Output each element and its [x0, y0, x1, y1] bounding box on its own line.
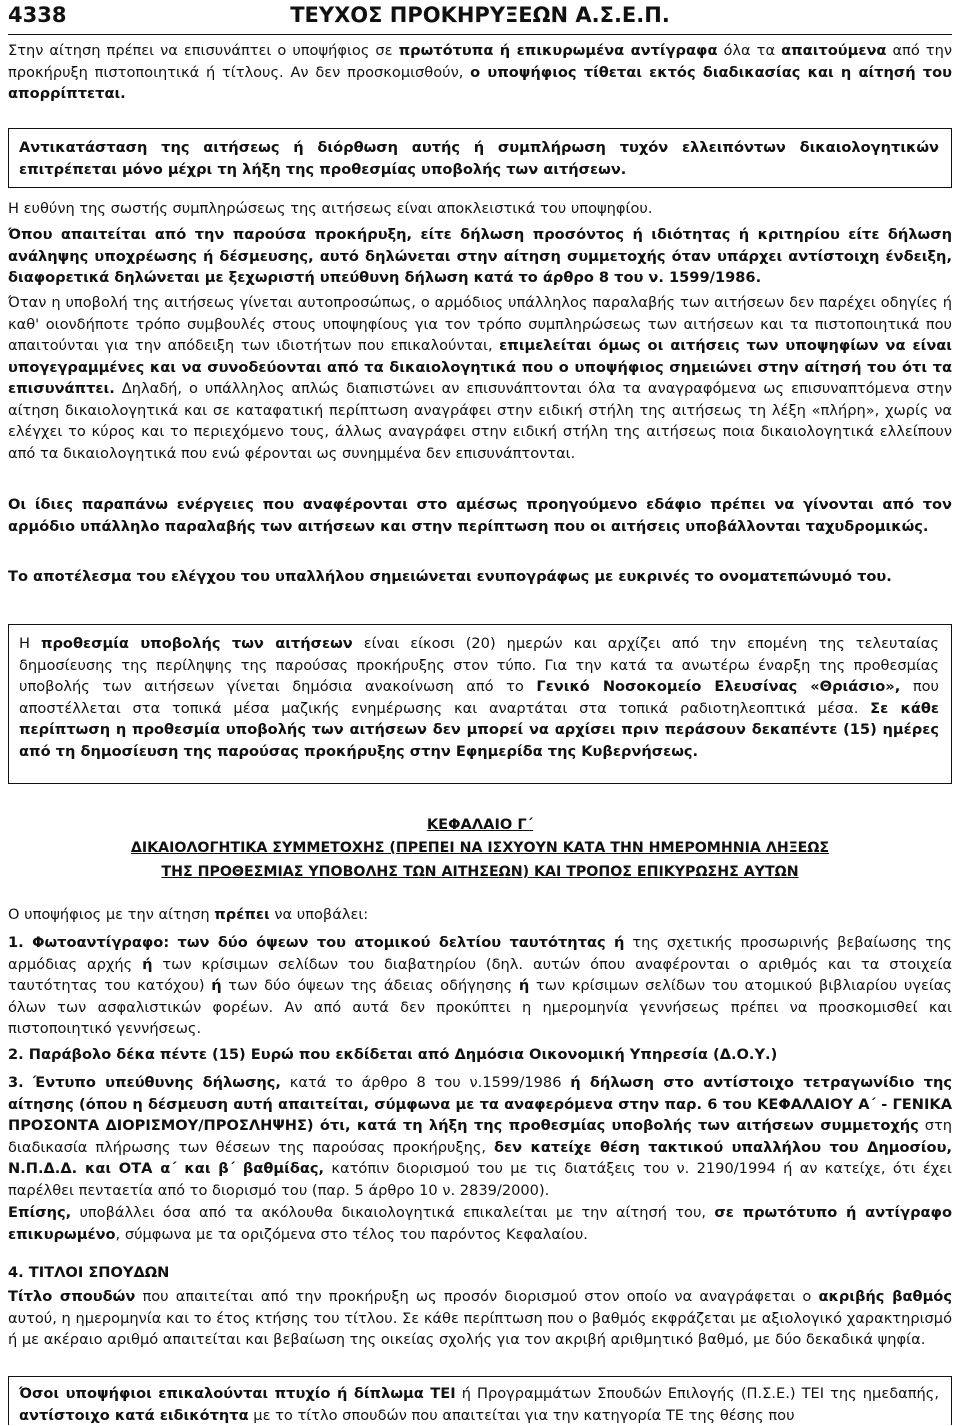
text-run-bold: πρωτότυπα ή επικυρωμένα αντίγραφα [398, 42, 718, 59]
page-number: 4338 [8, 3, 67, 27]
paragraph-check-result [8, 566, 952, 588]
text-run-bold: 3. Έντυπο υπεύθυνης δήλωσης, [8, 1074, 281, 1091]
text-run: Στην αίτηση πρέπει να επισυνάπτει ο υποψήφιος σε [8, 42, 399, 59]
text-run-bold: ή δήλωση στο αντίστοιχο τετραγωνίδιο της αίτησης (όπου η δέσμευση αυτή απαιτείται, σύμφωνα με τα αναφερόμενα στην παρ. 6 του ΚΕΦΑΛΑΙΟΥ Α΄ - ΓΕΝΙΚΑ ΠΡΟΣΟΝΤΑ ΔΙΟΡΙΣΜΟΥ/ΠΡΟΣΛΗΨΗΣ) ότι, κατά τη λήξη της προθεσμίας υποβολής των αιτήσεων συμμετοχής [8, 1074, 952, 1134]
paragraph-attachments [8, 40, 952, 105]
text-run: από την προκήρυξη πιστοποιητικά ή τίτλους. Αν δεν προσκομισθούν, [8, 42, 952, 81]
text-run-bold: Όσοι υποψήφιοι επικαλούνται πτυχίο ή δίπλωμα ΤΕΙ [19, 1385, 456, 1402]
text-run-bold: Τίτλο σπουδών [8, 1288, 136, 1305]
tei-text [19, 1383, 939, 1426]
text-run-bold: αντίστοιχο κατά ειδικότητα [19, 1406, 249, 1424]
text-run: Όταν η υποβολή της αιτήσεως γίνεται αυτοπροσώπως, ο αρμόδιος υπάλληλος παραλαβής των αιτήσεων δεν παρέχει οδηγίες ή καθ' οιονδήποτε τρόπο συμβουλές στους υποψηφίους για τον τρόπο συμπληρώσεως των αιτήσεων και τα πιστοποιητικά που απαιτούνται για την απόδειξη των ιδιοτήτων που επικαλούνται, [8, 294, 952, 354]
text-run-bold: ΚΕΦΑΛΑΙΟ Γ΄ [426, 816, 534, 833]
text-run: που απαιτείται από την προκήρυξη ως προσόν διορισμού στον οποίο να αναγράφεται ο [135, 1288, 819, 1305]
notice-box-deadline [8, 624, 952, 784]
text-run: της σχετικής προσωρινής βεβαίωσης της αρμόδιας αρχής [8, 934, 952, 973]
text-run: όλα τα [717, 42, 782, 59]
text-run-bold: 1. Φωτοαντίγραφο: των δύο όψεων του ατομικού δελτίου ταυτότητας ή [8, 934, 625, 951]
text-run-bold: ή [142, 955, 153, 973]
text-run: των κρίσιμων σελίδων του διαβατηρίου (δηλ. αυτών όπου αναφέρονται ο αριθμός και τα στοιχεία ταυτότητας του κατόχου) [8, 955, 953, 994]
text-run-bold: προθεσμία υποβολής των αιτήσεων [40, 635, 353, 652]
paragraph-declaration [8, 224, 952, 289]
text-run-bold: σε πρωτότυπο ή αντίγραφο επικυρωμένο [8, 1204, 952, 1243]
item-4-heading [8, 1262, 952, 1284]
text-run-bold: Οι ίδιες παραπάνω ενέργειες που αναφέρονται στο αμέσως προηγούμενο εδάφιο πρέπει να γίνονται από τον αρμόδιο υπάλληλο παραλαβής των αιτήσεων και στην περίπτωση που οι αιτήσεις υποβάλλονται ταχυδρομικώς. [8, 496, 952, 535]
paragraph-in-person-submission [8, 292, 952, 464]
deadline-text [19, 633, 939, 762]
paragraph-responsibility: Η ευθύνη της σωστής συμπληρώσεως της αιτήσεως είναι αποκλειστικά του υποψηφίου. [8, 200, 653, 217]
corrections-text [19, 137, 939, 180]
text-run: που αποστέλλεται στα τοπικά μέσα μαζικής ενημέρωσης και αναρτάται στα τοπικά ραδιοτηλεοπτικά μέσα. [19, 678, 939, 717]
item-1-photocopy [8, 932, 952, 1040]
text-run-bold: ΤΗΣ ΠΡΟΘΕΣΜΙΑΣ ΥΠΟΒΟΛΗΣ ΤΩΝ ΑΙΤΗΣΕΩΝ) ΚΑΙ ΤΡΟΠΟΣ ΕΠΙΚΥΡΩΣΗΣ ΑΥΤΩΝ [161, 864, 799, 880]
text-run: να υποβάλει: [269, 906, 369, 923]
item-3-declaration [8, 1072, 952, 1201]
text-run: Ο υποψήφιος με την αίτηση [8, 906, 215, 923]
text-run-bold: απαιτούμενα [781, 42, 887, 59]
text-run-bold: Το αποτέλεσμα του ελέγχου του υπαλλήλου σημειώνεται ενυπογράφως με ευκρινές το ονοματεπώνυμό του. [8, 568, 892, 585]
text-run: κατά το άρθρο 8 του ν.1599/1986 [280, 1074, 571, 1091]
text-run-bold: ΔΙΚΑΙΟΛΟΓΗΤΙΚΑ ΣΥΜΜΕΤΟΧΗΣ (ΠΡΕΠΕΙ ΝΑ ΙΣΧΥΟΥΝ ΚΑΤΑ ΤΗΝ ΗΜΕΡΟΜΗΝΙΑ ΛΗΞΕΩΣ [130, 840, 830, 856]
text-run: στη διαδικασία πλήρωσης των θέσεων της παρούσας προκήρυξης, [8, 1117, 952, 1156]
chapter-subtitle-line-1 [8, 838, 952, 860]
text-run: ή Προγραμμάτων Σπουδών Επιλογής (Π.Σ.Ε.) ΤΕΙ της ημεδαπής, [455, 1385, 939, 1402]
text-run-bold: Αντικατάσταση της αιτήσεως ή διόρθωση αυτής ή συμπλήρωση τυχόν ελλειπόντων δικαιολογητικών επιτρέπεται μόνο μέχρι τη λήξη της προθεσμίας υποβολής των αιτήσεων. [19, 139, 939, 178]
header-rule [8, 34, 952, 35]
notice-box-tei [8, 1376, 952, 1425]
paragraph-postal-submission [8, 494, 952, 537]
paragraph-also-submits [8, 1202, 952, 1245]
text-run: , σύμφωνα με τα οριζόμενα στο τέλος του παρόντος Κεφαλαίου. [115, 1225, 588, 1243]
text-run-bold: Γενικό Νοσοκομείο Ελευσίνας «Θριάσιο», [536, 678, 901, 695]
text-run: είναι είκοσι (20) ημερών και αρχίζει από την επομένη της τελευταίας δημοσίευσης της περίληψης της παρούσας προκήρυξης στον τύπο. Για την κατά τα ανωτέρω έναρξη της προθεσμίας υποβολής των αιτήσεων γίνεται δημόσια ανακοίνωση από το [19, 635, 939, 695]
text-run-bold: δεν κατείχε θέση τακτικού υπαλλήλου του Δημοσίου, Ν.Π.Δ.Δ. και ΟΤΑ α΄ και β΄ βαθμίδας, [8, 1138, 952, 1177]
paragraph-intro [8, 904, 952, 926]
item-4-degrees [8, 1286, 952, 1351]
text-run: υποβάλλει όσα από τα ακόλουθα δικαιολογητικά επικαλείται με την αίτησή του, [71, 1204, 715, 1221]
issue-title: ΤΕΥΧΟΣ ΠΡΟΚΗΡΥΞΕΩΝ Α.Σ.Ε.Π. [290, 3, 670, 27]
text-run-bold: πρέπει [214, 906, 270, 923]
text-run: αυτού, η ημερομηνία και το έτος κτήσης του τίτλου. Σε κάθε περίπτωση που ο βαθμός εκφράζεται με αξιολογικό χαρακτηρισμό ή με ακέραιο αριθμό απαιτείται και βεβαίωση της οικείας σχολής για τον ακριβή αριθμητικό βαθμό, με δύο δεκαδικά ψηφία. [8, 1309, 952, 1348]
text-run-bold: ο υποψήφιος τίθεται εκτός διαδικασίας και η αίτησή του απορρίπτεται. [8, 63, 953, 102]
text-run-bold: ή [211, 977, 222, 994]
text-run-bold: Σε κάθε περίπτωση η προθεσμία υποβολής των αιτήσεων δεν μπορεί να αρχίσει πριν περάσουν δεκαπέντε (15) ημέρες από τη δημοσίευση της παρούσας προκήρυξης στην Εφημερίδα της Κυβερνήσεως. [19, 699, 939, 760]
text-run: Δηλαδή, ο υπάλληλος απλώς διαπιστώνει αν επισυνάπτονται όλα τα αναγραφόμενα ως επισυναπτόμενα στην αίτηση δικαιολογητικά και σε καταφατική περίπτωση αναγράφει στην ειδική στήλη της αιτήσεως τη λέξη «πλήρη», χωρίς να ελέγχει το κύρος και το περιεχόμενο τους, άλλως αναγράφει στην ειδική στήλη της αιτήσεως ποια δικαιολογητικά ελλείπουν από τα δικαιολογητικά που ενώ φέρονται ως συνημμένα δεν επισυνάπτονται. [8, 380, 952, 462]
text-run-bold: ή [518, 977, 530, 994]
page-header [8, 2, 952, 28]
text-run-bold: ακριβής βαθμός [818, 1288, 952, 1305]
text-run: κατόπιν διορισμού του με τις διατάξεις του ν. 2190/1994 ή αν κατείχε, ότι έχει παρέλθει πενταετία από το διορισμό του (παρ. 5 άρθρο 10 ν. 2839/2000). [8, 1160, 952, 1199]
text-run: των δύο όψεων της άδειας οδήγησης [221, 977, 519, 994]
text-run-bold: Όπου απαιτείται από την παρούσα προκήρυξη, είτε δήλωση προσόντος ή ιδιότητας ή κριτηρίου είτε δήλωση ανάληψης υποχρέωσης ή δέσμευσης, αυτό δηλώνεται στην αίτηση συμμετοχής όταν υπάρχει αντίστοιχη ένδειξη, διαφορετικά δηλώνεται με ξεχωριστή υπεύθυνη δήλωση κατά το άρθρο 8 του ν. 1599/1986. [8, 226, 952, 286]
text-run-bold: 2. Παράβολο δέκα πέντε (15) Ευρώ που εκδίδεται από Δημόσια Οικονομική Υπηρεσία (Δ.Ο.Υ.) [8, 1046, 778, 1063]
chapter-title [8, 814, 952, 836]
chapter-subtitle-line-2 [8, 862, 952, 884]
text-run-bold: 4. ΤΙΤΛΟΙ ΣΠΟΥΔΩΝ [8, 1264, 170, 1281]
text-run: των κρίσιμων σελίδων του ατομικού βιβλιαρίου υγείας όλων των ασφαλιστικών φορέων. Αν από αυτά δεν προκύπτει η ημερομηνία γεννήσεως πρέπει να προσκομισθεί και πιστοποιητικό γεννήσεως. [8, 977, 952, 1037]
text-run: Η [19, 635, 41, 652]
text-run-bold: επιμελείται όμως οι αιτήσεις των υποψηφίων να είναι υπογεγραμμένες και να συνοδεύονται από τα δικαιολογητικά που ο υποψήφιος σημειώνει στην αίτησή του ότι τα επισυνάπτει. [8, 337, 952, 397]
text-run: με το τίτλο σπουδών που απαιτείται για την κατηγορία ΤΕ της θέσης που [248, 1406, 795, 1424]
text-run-bold: Επίσης, [8, 1204, 72, 1221]
notice-box-corrections [8, 128, 952, 188]
item-2-fee [8, 1044, 952, 1066]
